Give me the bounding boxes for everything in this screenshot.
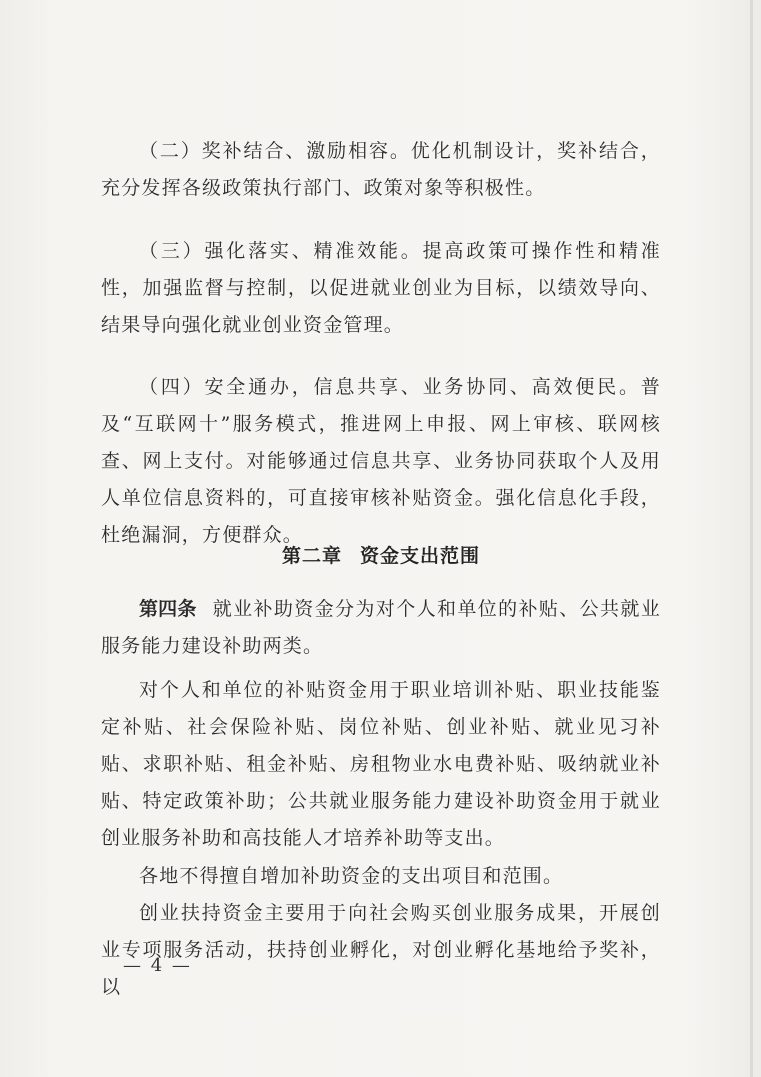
paragraph-2: （二）奖补结合、激励相容。优化机制设计，奖补结合，充分发挥各级政策执行部门、政策对象等积极性。 xyxy=(101,140,661,199)
paragraph-3: （三）强化落实、精准效能。提高政策可操作性和精准性，加强监督与控制，以促进就业创业为目标，以绩效导向、结果导向强化就业创业资金管理。 xyxy=(101,240,661,336)
chapter-number: 第二章 xyxy=(281,545,342,567)
page-number: — 4 — xyxy=(123,955,192,976)
paragraph-4: （四）安全通办，信息共享、业务协同、高效便民。普及“互联网十”服务模式，推进网上申报、网上审核、联网核查、网上支付。对能够通过信息共享、业务协同获取个人及用人单位信息资料的，可直接审核补贴资金。强化信息化手段，杜绝漏洞，方便群众。 xyxy=(101,376,661,546)
chapter-title: 资金支出范围 xyxy=(360,545,481,567)
chapter-heading xyxy=(101,541,661,568)
article-4 xyxy=(101,591,661,665)
article-text: 就业补助资金分为对个人和单位的补贴、公共就业服务能力建设补助两类。 xyxy=(101,598,661,657)
page-edge-shadow xyxy=(750,0,753,1077)
paragraph-6: 对个人和单位的补贴资金用于职业培训补贴、职业技能鉴定补贴、社会保险补贴、岗位补贴、创业补贴、就业见习补贴、求职补贴、租金补贴、房租物业水电费补贴、吸纳就业补贴、特定政策补助；公共就业服务能力建设补助资金用于就业创业服务补助和高技能人才培养补助等支出。 xyxy=(101,679,661,849)
article-label: 第四条 xyxy=(139,598,197,620)
paragraph-8: 创业扶持资金主要用于向社会购买创业服务成果，开展创业专项服务活动，扶持创业孵化，对创业孵化基地给予奖补，以 xyxy=(101,902,661,998)
paragraph-7: 各地不得擅自增加补助资金的支出项目和范围。 xyxy=(139,865,564,887)
